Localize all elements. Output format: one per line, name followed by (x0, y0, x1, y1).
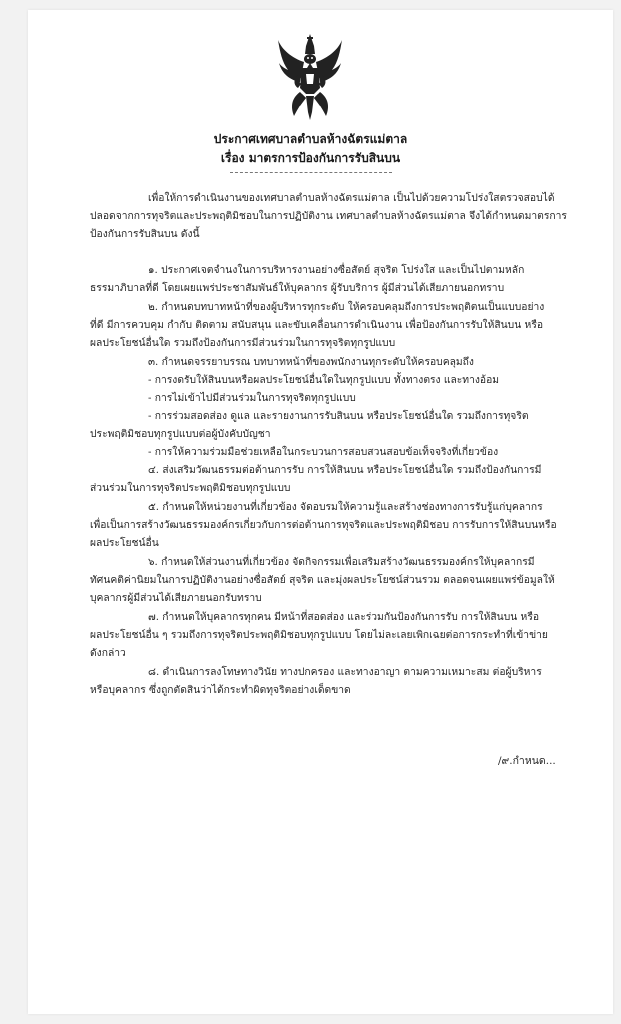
body-line: บุคลากรผู้มีส่วนได้เสียภายนอกรับทราบ (90, 592, 262, 604)
body-line: ปลอดจากการทุจริตและประพฤติมิชอบในการปฏิบัติงาน เทศบาลตำบลห้างฉัตรแม่ตาล จึงได้กำหนดมาตรการ (90, 210, 567, 222)
body-line: ผลประโยชน์อื่น (90, 537, 159, 549)
body-line: ๔. ส่งเสริมวัฒนธรรมต่อต้านการรับ การให้สินบน หรือประโยชน์อื่นใด รวมถึงป้องกันการมี (148, 464, 542, 476)
body-line: เพื่อเป็นการสร้างวัฒนธรรมองค์กรเกี่ยวกับการต่อต้านการทุจริตและประพฤติมิชอบ การรับการให้สินบนหรือ (90, 519, 557, 531)
body-line: ๓. กำหนดจรรยาบรรณ บทบาทหน้าที่ของพนักงานทุกระดับให้ครอบคลุมถึง (148, 356, 474, 368)
body-line: ผลประโยชน์อื่นใด รวมถึงป้องกันการมีส่วนร่วมในการทุจริตทุกรูปแบบ (90, 337, 396, 349)
body-line: ทัศนคติค่านิยมในการปฏิบัติงานอย่างซื่อสัตย์ สุจริต และมุ่งผลประโยชน์ส่วนรวม ตลอดจนเผยแพร่ข้อมูลให้ (90, 574, 555, 586)
body-line: ธรรมาภิบาลที่ดี โดยเผยแพร่ประชาสัมพันธ์ให้บุคลากร ผู้รับบริการ ผู้มีส่วนได้เสียภายนอกทราบ (90, 282, 505, 294)
heading-divider (230, 172, 392, 173)
continuation-marker: /๙.กำหนด... (498, 755, 556, 767)
body-line: - การร่วมสอดส่อง ดูแล และรายงานการรับสินบน หรือประโยชน์อื่นใด รวมถึงการทุจริต (148, 410, 529, 422)
body-line: ๕. กำหนดให้หน่วยงานที่เกี่ยวข้อง จัดอบรมให้ความรู้และสร้างช่องทางการรับรู้แก่บุคลากร (148, 501, 543, 513)
body-line: ส่วนร่วมในการทุจริตประพฤติมิชอบทุกรูปแบบ (90, 482, 291, 494)
body-line: หรือบุคลากร ซึ่งถูกตัดสินว่าได้กระทำผิดทุจริตอย่างเด็ดขาด (90, 684, 351, 696)
body-line: - การให้ความร่วมมือช่วยเหลือในกระบวนการสอบสวนสอบข้อเท็จจริงที่เกี่ยวข้อง (148, 446, 499, 458)
body-line: ป้องกันการรับสินบน ดังนี้ (90, 228, 200, 240)
body-line: ๗. กำหนดให้บุคลากรทุกคน มีหน้าที่สอดส่อง และร่วมกันป้องกันการรับ การให้สินบน หรือ (148, 611, 540, 623)
body-line: - การไม่เข้าไปมีส่วนร่วมในการทุจริตทุกรูปแบบ (148, 392, 356, 404)
body-line: เพื่อให้การดำเนินงานของเทศบาลตำบลห้างฉัตรแม่ตาล เป็นไปด้วยความโปร่งใสตรวจสอบได้ (148, 192, 555, 204)
body-line: - การงดรับให้สินบนหรือผลประโยชน์อื่นใดในทุกรูปแบบ ทั้งทางตรง และทางอ้อม (148, 374, 500, 386)
body-line: ประพฤติมิชอบทุกรูปแบบต่อผู้บังคับบัญชา (90, 428, 271, 440)
heading-line1: ประกาศเทศบาลตำบลห้างฉัตรแม่ตาล (213, 132, 408, 146)
body-line: ๒. กำหนดบทบาทหน้าที่ของผู้บริหารทุกระดับ ให้ครอบคลุมถึงการประพฤติตนเป็นแบบอย่าง (148, 301, 545, 313)
heading-subject: เรื่อง มาตรการป้องกันการรับสินบน (220, 151, 401, 165)
garuda-emblem-icon (276, 32, 344, 122)
body-line: ๘. ดำเนินการลงโทษทางวินัย ทางปกครอง และทางอาญา ตามความเหมาะสม ต่อผู้บริหาร (148, 666, 542, 678)
body-line: ๑. ประกาศเจตจำนงในการบริหารงานอย่างซื่อสัตย์ สุจริต โปร่งใส และเป็นไปตามหลัก (148, 264, 525, 276)
body-line: ๖. กำหนดให้ส่วนงานที่เกี่ยวข้อง จัดกิจกรรมเพื่อเสริมสร้างวัฒนธรรมองค์กรให้บุคลากรมี (148, 556, 535, 568)
body-line: ที่ดี มีการควบคุม กำกับ ติดตาม สนับสนุน และขับเคลื่อนการดำเนินงาน เพื่อป้องกันการรับให้สินบน หรือ (90, 319, 544, 331)
body-line: ดังกล่าว (90, 647, 126, 659)
body-line: ผลประโยชน์อื่น ๆ รวมถึงการทุจริตประพฤติมิชอบทุกรูปแบบ โดยไม่ละเลยเพิกเฉยต่อการกระทำที่เข้าข่าย (90, 629, 548, 641)
